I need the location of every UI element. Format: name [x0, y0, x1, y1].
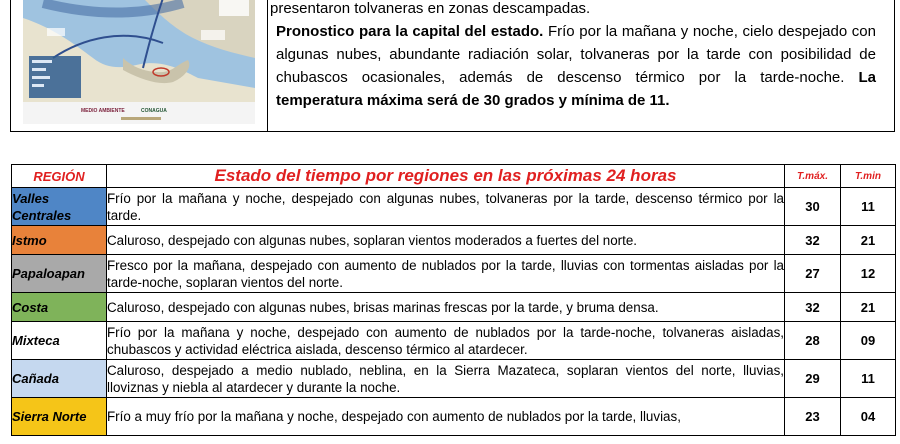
table-row — [12, 360, 896, 398]
table-row — [12, 398, 896, 436]
table-header-row — [12, 165, 896, 188]
map-footer — [23, 102, 255, 124]
region-cell: Cañada — [12, 360, 107, 398]
tmin-cell: 11 — [841, 188, 896, 226]
weather-map — [23, 0, 255, 124]
tmin-cell: 09 — [841, 322, 896, 360]
region-cell: Costa — [12, 293, 107, 322]
tmax-cell: 32 — [785, 293, 841, 322]
header-region: REGIÓN — [12, 165, 107, 188]
capital-text: Frío por la mañana y noche, cielo despejado con algunas nubes, abundante radiación solar, tolvaneras por la tarde con posibilidad de chubascos ocasionales, además de descenso térmico por la tarde-noche. — [276, 23, 876, 86]
section-divider — [267, 0, 268, 131]
description-cell: Caluroso, despejado con algunas nubes, brisas marinas frescas por la tarde, y bruma densa. — [107, 293, 785, 322]
tmax-cell: 27 — [785, 255, 841, 293]
regions-table — [11, 164, 896, 436]
tmax-cell: 23 — [785, 398, 841, 436]
region-cell: Papaloapan — [12, 255, 107, 293]
tmax-cell: 28 — [785, 322, 841, 360]
forecast-line: presentaron tolvaneras en zonas descampadas. — [270, 0, 591, 17]
table-row — [12, 188, 896, 226]
capital-forecast — [270, 20, 876, 112]
conagua-logo: CONAGUA — [141, 108, 167, 114]
header-tmin: T.min — [841, 165, 896, 188]
capital-label: Pronostico para la capital del estado. — [276, 23, 544, 40]
table-row — [12, 226, 896, 255]
tmax-cell: 29 — [785, 360, 841, 398]
logo-strip — [121, 117, 161, 120]
description-cell: Frío por la mañana y noche, despejado con algunas nubes, tolvaneras por la tarde, descenso térmico por la tarde. — [107, 188, 785, 226]
tmin-cell: 11 — [841, 360, 896, 398]
description-cell: Frío por la mañana y noche, despejado con aumento de nublados por la tarde-noche, tolvaneras aisladas, chubascos y actividad eléctrica aislada, descenso térmico al atardecer. — [107, 322, 785, 360]
header-title: Estado del tiempo por regiones en las próximas 24 horas — [107, 165, 785, 188]
table-row — [12, 322, 896, 360]
header-tmax: T.máx. — [785, 165, 841, 188]
tmin-cell: 04 — [841, 398, 896, 436]
description-cell: Fresco por la mañana, despejado con aumento de nublados por la tarde, lluvias con tormentas aisladas por la tarde-noche, soplaran vientos del norte. — [107, 255, 785, 293]
medio-ambiente-logo: MEDIO AMBIENTE — [81, 108, 125, 114]
tmin-cell: 21 — [841, 293, 896, 322]
description-cell: Caluroso, despejado con algunas nubes, soplaran vientos moderados a fuertes del norte. — [107, 226, 785, 255]
description-cell: Caluroso, despejado a medio nublado, neblina, en la Sierra Mazateca, soplaran vientos del norte, lluvias, lloviznas y niebla al atardecer y durante la noche. — [107, 360, 785, 398]
forecast-text — [270, 0, 876, 112]
tmax-cell: 32 — [785, 226, 841, 255]
tmax-cell: 30 — [785, 188, 841, 226]
region-cell: Istmo — [12, 226, 107, 255]
temperature-text: La temperatura máxima será de 30 grados y mínima de 11. — [276, 69, 876, 109]
region-cell: Valles Centrales — [12, 188, 107, 226]
table-row — [12, 255, 896, 293]
tmin-cell: 21 — [841, 226, 896, 255]
region-cell: Sierra Norte — [12, 398, 107, 436]
description-cell: Frío a muy frío por la mañana y noche, despejado con aumento de nublados por la tarde, lluvias, — [107, 398, 785, 436]
region-cell: Mixteca — [12, 322, 107, 360]
table-row — [12, 293, 896, 322]
tmin-cell: 12 — [841, 255, 896, 293]
